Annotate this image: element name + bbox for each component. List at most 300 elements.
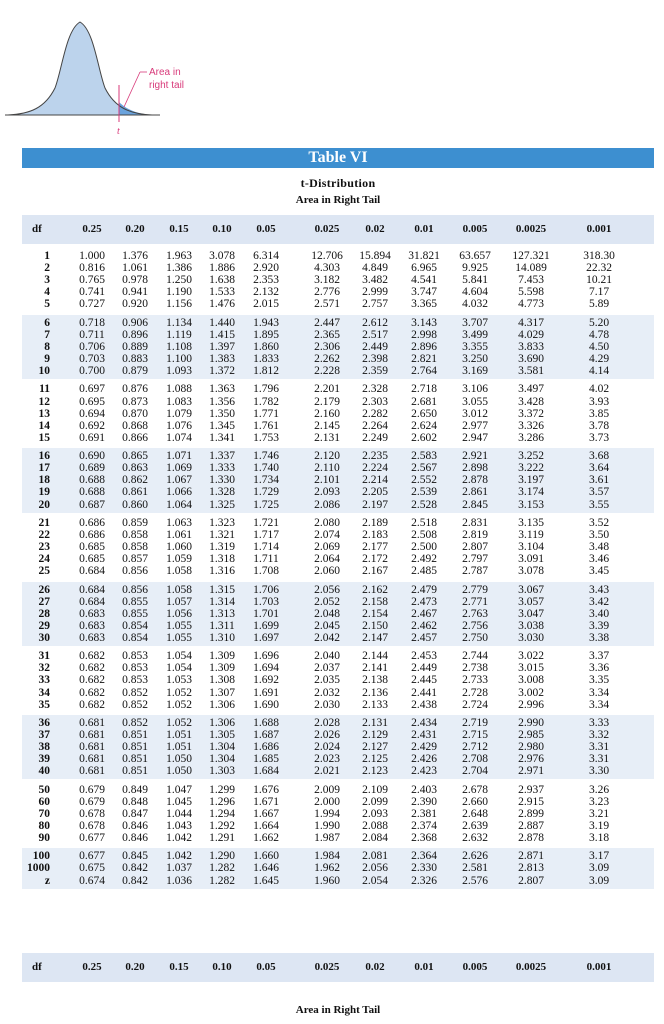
value-cell: 0.695	[79, 395, 105, 408]
header-area-0.0025: 0.0025	[515, 223, 547, 235]
value-cell: 2.131	[362, 716, 388, 729]
value-cell: 3.40	[588, 607, 610, 620]
value-cell: 1.054	[166, 650, 192, 663]
value-cell: 1.282	[209, 874, 235, 887]
header-area-0.20: 0.20	[125, 223, 145, 235]
value-cell: 2.150	[362, 619, 388, 632]
table-row	[22, 408, 654, 420]
value-cell: 2.052	[314, 595, 340, 608]
value-cell: 2.462	[411, 619, 437, 632]
df-cell: 1	[44, 250, 50, 262]
value-cell: 2.887	[518, 819, 544, 832]
value-cell: 2.101	[314, 474, 340, 487]
value-cell: 2.179	[314, 395, 340, 408]
table-row	[22, 396, 654, 408]
value-cell: 0.853	[122, 662, 148, 675]
value-cell: 4.029	[518, 328, 544, 341]
header-df: df	[32, 961, 42, 973]
value-cell: 3.428	[518, 395, 544, 408]
table-row	[22, 784, 654, 796]
header-area-0.025: 0.025	[314, 223, 340, 235]
value-cell: 2.224	[362, 462, 388, 475]
value-cell: 2.915	[518, 795, 544, 808]
value-cell: 2.718	[411, 383, 437, 396]
table-row	[22, 383, 654, 395]
df-cell: 27	[38, 595, 50, 608]
value-cell: 0.678	[79, 807, 105, 820]
table-row	[22, 820, 654, 832]
value-cell: 4.29	[588, 353, 610, 365]
value-cell: 2.757	[362, 298, 388, 311]
value-cell: 0.862	[122, 474, 148, 487]
value-cell: 1.305	[209, 729, 235, 741]
value-cell: 1.711	[253, 553, 279, 566]
value-cell: 2.353	[253, 274, 279, 287]
value-cell: 1.061	[122, 262, 148, 275]
table-row	[22, 499, 654, 511]
df-cell: 22	[38, 528, 50, 541]
value-cell: 0.765	[79, 274, 105, 287]
value-cell: 0.677	[79, 850, 105, 863]
value-cell: 2.438	[411, 698, 437, 711]
header-area-0.10: 0.10	[212, 223, 232, 235]
value-cell: 0.853	[122, 674, 148, 687]
value-cell: 1.309	[209, 650, 235, 663]
value-cell: 1.685	[253, 753, 279, 766]
value-cell: 2.763	[462, 607, 488, 620]
df-cell: z	[44, 874, 50, 887]
t-distribution-curve-figure	[0, 0, 200, 140]
value-cell: 3.19	[588, 819, 610, 832]
value-cell: 2.971	[518, 765, 544, 778]
value-cell: 2.015	[253, 298, 279, 311]
value-cell: 3.37	[588, 650, 610, 663]
value-cell: 1.052	[166, 698, 192, 711]
table-row	[22, 875, 654, 887]
value-cell: 2.201	[314, 383, 340, 396]
value-cell: 1.064	[166, 498, 192, 511]
value-cell: 2.120	[314, 450, 340, 463]
value-cell: 2.056	[362, 862, 388, 875]
value-cell: 0.876	[122, 383, 148, 396]
value-cell: 0.851	[122, 729, 148, 741]
value-cell: 0.684	[79, 595, 105, 608]
value-cell: 2.457	[411, 631, 437, 644]
value-cell: 1.307	[209, 686, 235, 699]
value-cell: 2.306	[314, 340, 340, 353]
value-cell: 1.345	[209, 419, 235, 432]
value-cell: 2.744	[462, 650, 488, 663]
header-area-0.20: 0.20	[125, 961, 145, 973]
value-cell: 2.084	[362, 832, 388, 844]
value-cell: 3.93	[588, 395, 610, 408]
value-cell: 2.779	[462, 583, 488, 596]
value-cell: 3.002	[518, 686, 544, 699]
value-cell: 1.294	[209, 807, 235, 820]
table-row	[22, 329, 654, 341]
value-cell: 3.252	[518, 450, 544, 463]
value-cell: 0.842	[122, 874, 148, 887]
value-cell: 2.581	[462, 862, 488, 875]
value-cell: 3.09	[588, 862, 610, 875]
value-cell: 1.646	[253, 862, 279, 875]
table-row	[22, 620, 654, 632]
value-cell: 22.32	[586, 262, 612, 275]
value-cell: 6.965	[411, 262, 437, 275]
value-cell: 5.598	[518, 286, 544, 299]
value-cell: 0.727	[79, 298, 105, 311]
value-cell: 2.249	[362, 431, 388, 444]
table-row	[22, 650, 654, 662]
value-cell: 0.859	[122, 516, 148, 529]
value-cell: 1.333	[209, 462, 235, 475]
value-cell: 2.807	[462, 541, 488, 553]
df-cell: 5	[44, 298, 50, 311]
value-cell: 12.706	[311, 250, 343, 262]
value-cell: 2.024	[314, 741, 340, 754]
value-cell: 3.55	[588, 498, 610, 511]
value-cell: 2.021	[314, 765, 340, 778]
table-row	[22, 420, 654, 432]
value-cell: 2.147	[362, 631, 388, 644]
value-cell: 2.264	[362, 419, 388, 432]
value-cell: 0.920	[122, 298, 148, 311]
value-cell: 0.852	[122, 686, 148, 699]
table-row	[22, 517, 654, 529]
value-cell: 2.131	[314, 431, 340, 444]
value-cell: 0.688	[79, 474, 105, 487]
value-cell: 1.960	[314, 874, 340, 887]
value-cell: 2.426	[411, 753, 437, 766]
value-cell: 0.852	[122, 698, 148, 711]
value-cell: 1.156	[166, 298, 192, 311]
value-cell: 0.741	[79, 286, 105, 299]
value-cell: 1.721	[253, 516, 279, 529]
df-cell: 11	[39, 383, 50, 396]
table-row	[22, 565, 654, 577]
value-cell: 3.26	[588, 783, 610, 796]
value-cell: 0.883	[122, 353, 148, 365]
value-cell: 1.076	[166, 419, 192, 432]
table-row	[22, 596, 654, 608]
value-cell: 3.33	[588, 716, 610, 729]
value-cell: 1.397	[209, 340, 235, 353]
header-row-bottom	[22, 953, 654, 982]
header-area-0.01: 0.01	[414, 961, 434, 973]
value-cell: 4.317	[518, 316, 544, 329]
df-cell: 9	[44, 353, 50, 365]
value-cell: 1.042	[166, 832, 192, 844]
value-cell: 2.447	[314, 316, 340, 329]
value-cell: 1.717	[253, 528, 279, 541]
value-cell: 1.000	[79, 250, 105, 262]
value-cell: 0.896	[122, 328, 148, 341]
value-cell: 2.125	[362, 753, 388, 766]
value-cell: 0.856	[122, 565, 148, 578]
value-cell: 2.030	[314, 698, 340, 711]
value-cell: 1.860	[253, 340, 279, 353]
value-cell: 0.683	[79, 607, 105, 620]
value-cell: 9.925	[462, 262, 488, 275]
value-cell: 1.108	[166, 340, 192, 353]
header-area-0.025: 0.025	[314, 961, 340, 973]
value-cell: 0.681	[79, 753, 105, 766]
value-cell: 0.865	[122, 450, 148, 463]
value-cell: 2.326	[411, 874, 437, 887]
value-cell: 1.306	[209, 716, 235, 729]
value-cell: 2.648	[462, 807, 488, 820]
value-cell: 2.040	[314, 650, 340, 663]
value-cell: 2.998	[411, 328, 437, 341]
value-cell: 3.38	[588, 631, 610, 644]
value-cell: 1.323	[209, 516, 235, 529]
value-cell: 10.21	[586, 274, 612, 287]
value-cell: 2.650	[411, 407, 437, 420]
value-cell: 2.080	[314, 516, 340, 529]
value-cell: 4.02	[588, 383, 610, 396]
value-cell: 1.044	[166, 807, 192, 820]
value-cell: 1.071	[166, 450, 192, 463]
value-cell: 2.429	[411, 741, 437, 754]
value-cell: 1.383	[209, 353, 235, 365]
value-cell: 2.708	[462, 753, 488, 766]
value-cell: 3.707	[462, 316, 488, 329]
value-cell: 0.868	[122, 419, 148, 432]
value-cell: 2.639	[462, 819, 488, 832]
value-cell: 2.539	[411, 486, 437, 499]
value-cell: 0.816	[79, 262, 105, 275]
value-cell: 0.848	[122, 795, 148, 808]
value-cell: 1.697	[253, 631, 279, 644]
value-cell: 0.856	[122, 583, 148, 596]
table-row	[22, 365, 654, 377]
value-cell: 1.050	[166, 765, 192, 778]
value-cell: 3.174	[518, 486, 544, 499]
table-row	[22, 486, 654, 498]
value-cell: 1.059	[166, 553, 192, 566]
value-cell: 2.724	[462, 698, 488, 711]
df-cell: 80	[38, 819, 50, 832]
value-cell: 2.303	[362, 395, 388, 408]
value-cell: 1.363	[209, 383, 235, 396]
value-cell: 3.85	[588, 407, 610, 420]
value-cell: 0.711	[79, 328, 105, 341]
value-cell: 2.069	[314, 541, 340, 553]
value-cell: 1.311	[209, 619, 235, 632]
df-cell: 90	[38, 832, 50, 844]
value-cell: 1.994	[314, 807, 340, 820]
value-cell: 2.977	[462, 419, 488, 432]
value-cell: 2.398	[362, 353, 388, 365]
table-row	[22, 584, 654, 596]
value-cell: 2.262	[314, 353, 340, 365]
table-row	[22, 474, 654, 486]
df-cell: 3	[44, 274, 50, 287]
value-cell: 1.691	[253, 686, 279, 699]
value-cell: 2.920	[253, 262, 279, 275]
value-cell: 1.684	[253, 765, 279, 778]
value-cell: 2.138	[362, 674, 388, 687]
header-area-0.001: 0.001	[586, 961, 612, 973]
value-cell: 2.807	[518, 874, 544, 887]
value-cell: 2.158	[362, 595, 388, 608]
value-cell: 0.675	[79, 862, 105, 875]
value-cell: 1.315	[209, 583, 235, 596]
value-cell: 1.984	[314, 850, 340, 863]
value-cell: 2.583	[411, 450, 437, 463]
table-row	[22, 553, 654, 565]
value-cell: 2.081	[362, 850, 388, 863]
value-cell: 2.980	[518, 741, 544, 754]
df-cell: 35	[38, 698, 50, 711]
value-cell: 2.602	[411, 431, 437, 444]
value-cell: 2.996	[518, 698, 544, 711]
value-cell: 2.235	[362, 450, 388, 463]
value-cell: 0.691	[79, 431, 105, 444]
value-cell: 2.567	[411, 462, 437, 475]
value-cell: 4.14	[588, 365, 610, 378]
value-cell: 0.855	[122, 607, 148, 620]
value-cell: 318.30	[583, 250, 615, 262]
value-cell: 2.136	[362, 686, 388, 699]
value-cell: 0.683	[79, 631, 105, 644]
table-footer: Area in Right Tail	[295, 1004, 381, 1016]
table-row	[22, 353, 654, 365]
table-row	[22, 862, 654, 874]
value-cell: 2.423	[411, 765, 437, 778]
value-cell: 3.222	[518, 462, 544, 475]
value-cell: 2.797	[462, 553, 488, 566]
df-cell: 32	[38, 662, 50, 675]
value-cell: 2.612	[362, 316, 388, 329]
value-cell: 2.508	[411, 528, 437, 541]
value-cell: 2.518	[411, 516, 437, 529]
value-cell: 0.861	[122, 486, 148, 499]
value-cell: 0.685	[79, 553, 105, 566]
value-cell: 2.861	[462, 486, 488, 499]
value-cell: 2.571	[314, 298, 340, 311]
value-cell: 1.058	[166, 583, 192, 596]
value-cell: 2.632	[462, 832, 488, 844]
table-row	[22, 699, 654, 711]
value-cell: 0.852	[122, 716, 148, 729]
value-cell: 0.684	[79, 583, 105, 596]
value-cell: 2.145	[314, 419, 340, 432]
value-cell: 3.497	[518, 383, 544, 396]
value-cell: 1.701	[253, 607, 279, 620]
value-cell: 5.89	[588, 298, 610, 311]
value-cell: 3.50	[588, 528, 610, 541]
value-cell: 2.054	[362, 874, 388, 887]
value-cell: 0.858	[122, 541, 148, 553]
value-cell: 2.144	[362, 650, 388, 663]
value-cell: 1.063	[166, 516, 192, 529]
value-cell: 1.190	[166, 286, 192, 299]
value-cell: 0.674	[79, 874, 105, 887]
value-cell: 1.303	[209, 765, 235, 778]
df-cell: 70	[38, 807, 50, 820]
value-cell: 2.099	[362, 795, 388, 808]
value-cell: 2.048	[314, 607, 340, 620]
df-cell: 10	[38, 365, 50, 378]
value-cell: 2.449	[411, 662, 437, 675]
value-cell: 1.328	[209, 486, 235, 499]
value-cell: 1.058	[166, 565, 192, 578]
value-cell: 2.110	[314, 462, 340, 475]
value-cell: 2.449	[362, 340, 388, 353]
value-cell: 3.067	[518, 583, 544, 596]
value-cell: 0.689	[79, 462, 105, 475]
value-cell: 1.886	[209, 262, 235, 275]
table-row	[22, 832, 654, 844]
value-cell: 1.662	[253, 832, 279, 844]
value-cell: 2.985	[518, 729, 544, 741]
value-cell: 2.374	[411, 819, 437, 832]
value-cell: 4.032	[462, 298, 488, 311]
table-title: Table VI	[22, 148, 654, 168]
value-cell: 3.078	[209, 250, 235, 262]
value-cell: 2.750	[462, 631, 488, 644]
table-row	[22, 298, 654, 310]
df-cell: 23	[38, 541, 50, 553]
value-cell: 0.870	[122, 407, 148, 420]
value-cell: 1.043	[166, 819, 192, 832]
value-cell: 127.321	[512, 250, 550, 262]
value-cell: 2.197	[362, 498, 388, 511]
value-cell: 1.692	[253, 674, 279, 687]
value-cell: 2.381	[411, 807, 437, 820]
value-cell: 3.078	[518, 565, 544, 578]
df-cell: 25	[38, 565, 50, 578]
value-cell: 0.941	[122, 286, 148, 299]
value-cell: 1.729	[253, 486, 279, 499]
value-cell: 0.681	[79, 729, 105, 741]
header-area-0.0025: 0.0025	[515, 961, 547, 973]
value-cell: 1.725	[253, 498, 279, 511]
value-cell: 5.841	[462, 274, 488, 287]
value-cell: 1.376	[122, 250, 148, 262]
value-cell: 1.134	[166, 316, 192, 329]
value-cell: 0.846	[122, 819, 148, 832]
df-cell: 100	[32, 850, 50, 863]
value-cell: 0.863	[122, 462, 148, 475]
table-row	[22, 286, 654, 298]
table-row	[22, 529, 654, 541]
value-cell: 2.154	[362, 607, 388, 620]
table-row	[22, 262, 654, 274]
value-cell: 1.304	[209, 753, 235, 766]
header-row-top	[22, 215, 654, 244]
value-cell: 0.846	[122, 832, 148, 844]
value-cell: 2.177	[362, 541, 388, 553]
value-cell: 1.330	[209, 474, 235, 487]
value-cell: 2.552	[411, 474, 437, 487]
value-cell: 2.434	[411, 716, 437, 729]
value-cell: 2.976	[518, 753, 544, 766]
value-cell: 2.831	[462, 516, 488, 529]
value-cell: 1.714	[253, 541, 279, 553]
value-cell: 2.028	[314, 716, 340, 729]
value-cell: 1.696	[253, 650, 279, 663]
value-cell: 2.123	[362, 765, 388, 778]
value-cell: 2.776	[314, 286, 340, 299]
value-cell: 2.678	[462, 783, 488, 796]
value-cell: 0.700	[79, 365, 105, 378]
value-cell: 1.963	[166, 250, 192, 262]
value-cell: 1.476	[209, 298, 235, 311]
df-cell: 16	[38, 450, 50, 463]
value-cell: 2.364	[411, 850, 437, 863]
